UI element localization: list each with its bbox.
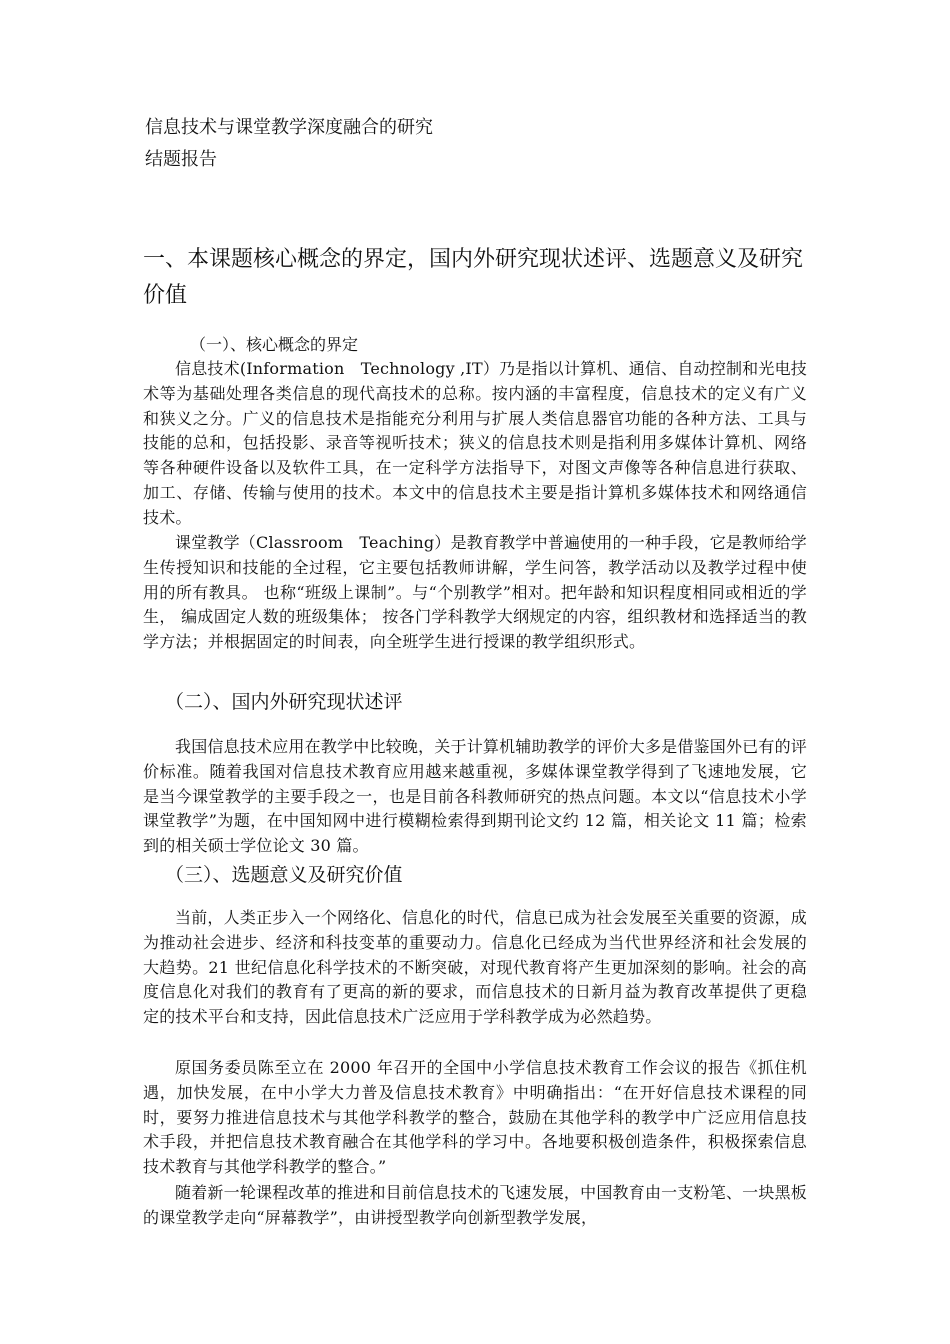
section-heading-core-concepts: （一）、核心概念的界定 (190, 335, 359, 354)
paragraph-chen-zhili-report: 原国务委员陈至立在 2000 年召开的全国中小学信息技术教育工作会议的报告《抓住机遇，加快发展，在中小学大力普及信息技术教育》中明确指出：“在开好信息技术课程的同时，要努力推进信息技术与其他学科教学的整合，鼓励在其他学科的教学中广泛应用信息技术手段，并把信息技术教育融合在其他学科的学习中。各地要积极创造条件，积极探索信息技术教育与其他学科教学的整合。” (143, 1058, 807, 1177)
paragraph-significance: 当前，人类正步入一个网络化、信息化的时代，信息已成为社会发展至关重要的资源，成为推动社会进步、经济和科技变革的重要动力。信息化已经成为当代世界经济和社会发展的大趋势。21 世纪信息化科学技术的不断突破，对现代教育将产生更加深刻的影响。社会的高度信息化对我们的教育有了更高的新的要求，而信息技术的日新月益为教育改革提供了更稳定的技术平台和支持，因此信息技术广泛应用于学科教学成为必然趋势。 (143, 908, 807, 1027)
paragraph-classroom-teaching: 课堂教学（Classroom Teaching）是教育教学中普遍使用的一种手段，它是教师给学生传授知识和技能的全过程，它主要包括教师讲解，学生问答，教学活动以及教学过程中使用的所有教具。 也称“班级上课制”。与“个别教学”相对。把年龄和知识程度相同或相近的学生， 编成固定人数的班级集体； 按各门学科教学大纲规定的内容，组织教材和选择适当的教学方法；并根据固定的时间表，向全班学生进行授课的教学组织形式。 (143, 533, 807, 652)
document-subtitle: 结题报告 (145, 149, 217, 170)
paragraph-curriculum-reform: 随着新一轮课程改革的推进和目前信息技术的飞速发展，中国教育由一支粉笔、一块黑板的课堂教学走向“屏幕教学”，由讲授型教学向创新型教学发展， (143, 1183, 807, 1227)
paragraph-research-status: 我国信息技术应用在教学中比较晚，关于计算机辅助教学的评价大多是借鉴国外已有的评价标准。随着我国对信息技术教育应用越来越重视，多媒体课堂教学得到了飞速地发展，它是当今课堂教学的主要手段之一，也是目前各科教师研究的热点问题。本文以“信息技术小学课堂教学”为题，在中国知网中进行模糊检索得到期刊论文约 12 篇，相关论文 11 篇；检索到的相关硕士学位论文 30 篇。 (143, 737, 807, 856)
paragraph-information-technology: 信息技术(Information Technology ,IT）乃是指以计算机、通信、自动控制和光电技术等为基础处理各类信息的现代高技术的总称。按内涵的丰富程度，信息技术的定义有广义和狭义之分。广义的信息技术是指能充分利用与扩展人类信息器官功能的各种方法、工具与技能的总和，包括投影、录音等视听技术；狭义的信息技术则是指利用多媒体计算机、网络等各种硬件设备以及软件工具，在一定科学方法指导下，对图文声像等各种信息进行获取、加工、存储、传输与使用的技术。本文中的信息技术主要是指计算机多媒体技术和网络通信技术。 (143, 359, 807, 527)
section-heading-significance: （三）、选题意义及研究价值 (165, 864, 403, 886)
section-heading-research-status: （二）、国内外研究现状述评 (165, 691, 403, 713)
chapter-heading: 一、本课题核心概念的界定，国内外研究现状述评、选题意义及研究价值 (143, 247, 804, 308)
document-title: 信息技术与课堂教学深度融合的研究 (145, 117, 433, 138)
